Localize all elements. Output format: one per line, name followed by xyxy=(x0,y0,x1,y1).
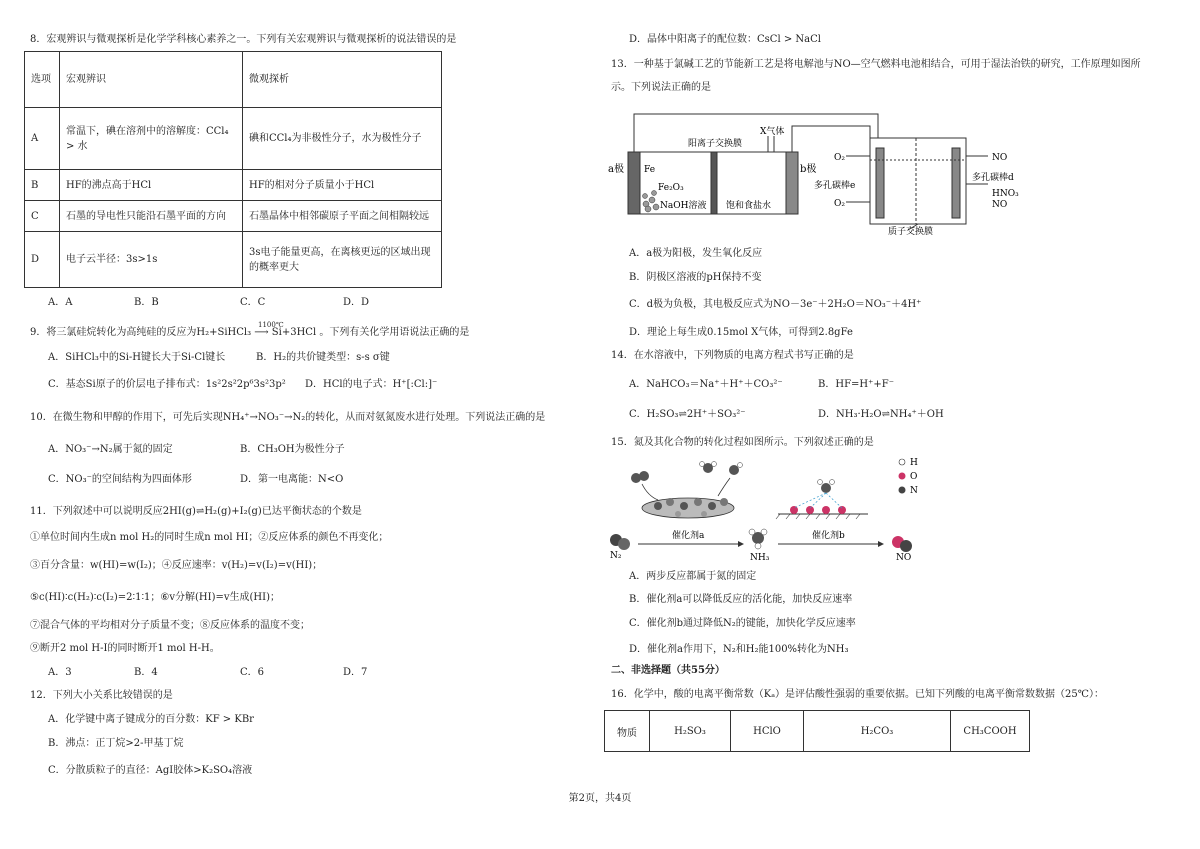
q14-option-a: A．NaHCO₃＝Na⁺＋H⁺＋CO₃²⁻ xyxy=(629,379,783,390)
n2-label: N₂ xyxy=(610,551,622,561)
table-cell: 石墨晶体中相邻碳原子平面之间相隔较远 xyxy=(243,201,442,232)
table-cell: C xyxy=(25,201,60,232)
q8-header-micro: 微观探析 xyxy=(243,52,442,108)
q16-table xyxy=(604,710,1030,752)
q10-option-c: C．NO₃⁻的空间结构为四面体形 xyxy=(48,474,192,485)
x-gas-label: X气体 xyxy=(760,127,785,137)
q11-stem: 11．下列叙述中可以说明反应2HI(g)⇌H₂(g)+I₂(g)已达平衡状态的个数是 xyxy=(30,506,362,517)
fe-label: Fe xyxy=(644,165,656,175)
proton-membrane-label: 质子交换膜 xyxy=(888,227,934,236)
fe2o3-particles-icon xyxy=(643,191,660,213)
table-cell: 常温下，碘在溶剂中的溶解度：CCl₄ > 水 xyxy=(60,108,243,170)
q12-option-c: C．分散质粒子的直径：AgI胶体>K₂SO₄溶液 xyxy=(48,765,253,776)
legend xyxy=(899,459,906,494)
a-pole-label: a极 xyxy=(608,164,624,175)
q8-option-c: C．C xyxy=(240,297,266,308)
fe2o3-label: Fe₂O₃ xyxy=(658,183,684,193)
q11-option-a: A．3 xyxy=(48,667,72,678)
q15-option-c: C．催化剂b通过降低N₂的键能，加快化学反应速率 xyxy=(629,618,856,629)
q14-option-b: B．HF=H⁺+F⁻ xyxy=(818,379,894,390)
catalyst-b-surface xyxy=(776,480,868,520)
q11-line-5: ⑨断开2 mol H-I的同时断开1 mol H-H。 xyxy=(30,643,220,654)
hno3-label: HNO₃ xyxy=(992,189,1019,199)
q8-option-a: A．A xyxy=(48,297,73,308)
q10-stem: 10．在微生物和甲醇的作用下，可先后实现NH₄⁺→NO₃⁻→N₂的转化，从而对氨氮废水进行处理。下列说法正确的是 xyxy=(30,412,546,423)
catalyst-a-label: 催化剂a xyxy=(672,531,705,541)
q13-option-d: D．理论上每生成0.15mol X气体，可得到2.8gFe xyxy=(629,327,853,338)
naoh-label: NaOH溶液 xyxy=(660,201,707,211)
no-molecule-icon xyxy=(892,536,912,552)
q13-stem-line1: 13．一种基于氯碱工艺的节能新工艺是将电解池与NO—空气燃料电池相结合，可用于湿法治铁的研究，工作原理如图所 xyxy=(611,59,1141,70)
carbon-e-label: 多孔碳棒e xyxy=(814,181,856,191)
table-cell: CH₃COOH xyxy=(951,711,1030,752)
q14-option-d: D．NH₃·H₂O⇌NH₄⁺＋OH xyxy=(818,409,944,420)
q14-option-c: C．H₂SO₃⇌2H⁺＋SO₃²⁻ xyxy=(629,409,746,420)
q8-stem: 8．宏观辨识与微观探析是化学学科核心素养之一。下列有关宏观辨识与微观探析的说法错误的是 xyxy=(30,34,457,45)
q9-condition: 1100℃ xyxy=(258,321,284,329)
q15-stem: 15．氮及其化合物的转化过程如图所示。下列叙述正确的是 xyxy=(611,437,874,448)
b-pole-label: b极 xyxy=(800,164,817,175)
table-row xyxy=(25,201,442,232)
q9-option-d: D．HCl的电子式：H⁺[:Cl:]⁻ xyxy=(305,379,438,390)
table-cell: D xyxy=(25,232,60,288)
no-in-label: NO xyxy=(992,153,1008,163)
table-cell: H₂SO₃ xyxy=(650,711,731,752)
table-row xyxy=(25,108,442,170)
q11-line-1: ①单位时间内生成n mol H₂的同时生成n mol HI；②反应体系的颜色不再变化； xyxy=(30,532,389,543)
q11-line-3: ⑤c(HI)∶c(H₂)∶c(I₂)=2∶1∶1；⑥v分解(HI)=v生成(HI)； xyxy=(30,592,280,603)
table-cell: 电子云半径：3s>1s xyxy=(60,232,243,288)
no-out-label: NO xyxy=(992,200,1008,210)
q11-option-d: D．7 xyxy=(343,667,368,678)
carbon-d-label: 多孔碳棒d xyxy=(972,173,1014,183)
q15-option-a: A．两步反应都属于氮的固定 xyxy=(629,571,757,582)
n2-molecule-icon xyxy=(610,534,630,550)
section-title: 二、非选择题（共55分） xyxy=(611,665,725,676)
q10-option-d: D．第一电离能：N<O xyxy=(240,474,344,485)
q13-option-a: A．a极为阳极，发生氧化反应 xyxy=(629,248,763,259)
q12-option-b: B．沸点：正丁烷>2-甲基丁烷 xyxy=(48,738,184,749)
table-cell: 3s电子能量更高，在离核更远的区域出现的概率更大 xyxy=(243,232,442,288)
q9-stem: 9．将三氯硅烷转化为高纯硅的反应为H₂+SiHCl₃ ⟶ Si+3HCl 。下列有关化学用语说法正确的是 xyxy=(30,327,470,338)
q11-line-4: ⑦混合气体的平均相对分子质量不变；⑧反应体系的温度不变； xyxy=(30,620,310,631)
q12-option-a: A．化学键中离子键成分的百分数：KF > KBr xyxy=(48,714,254,725)
q9-option-b: B．H₂的共价键类型：s-s σ键 xyxy=(256,352,390,363)
table-row xyxy=(25,232,442,288)
q13-option-c: C．d极为负极，其电极反应式为NO－3e⁻＋2H₂O＝NO₃⁻＋4H⁺ xyxy=(629,299,922,310)
membrane-label: 阳离子交换膜 xyxy=(688,139,743,149)
reactant-molecules xyxy=(631,462,743,501)
q15-option-b: B．催化剂a可以降低反应的活化能，加快反应速率 xyxy=(629,594,853,605)
o2-top-label: O₂ xyxy=(834,153,845,163)
table-cell: 石墨的导电性只能沿石墨平面的方向 xyxy=(60,201,243,232)
q14-stem: 14．在水溶液中，下列物质的电离方程式书写正确的是 xyxy=(611,350,854,361)
q10-option-b: B．CH₃OH为极性分子 xyxy=(240,444,345,455)
table-cell: HF的相对分子质量小于HCl xyxy=(243,170,442,201)
brine-label: 饱和食盐水 xyxy=(726,201,772,211)
table-cell: A xyxy=(25,108,60,170)
q11-line-2: ③百分含量：w(HI)=w(I₂)；④反应速率：v(H₂)=v(I₂)=v(HI)； xyxy=(30,560,323,571)
q8-header-macro: 宏观辨识 xyxy=(60,52,243,108)
q8-header-option: 选项 xyxy=(25,52,60,108)
no-label: NO xyxy=(896,553,912,562)
legend-n: N xyxy=(910,486,918,496)
q10-option-a: A．NO₃⁻→N₂属于氮的固定 xyxy=(48,444,173,455)
q11-option-c: C．6 xyxy=(240,667,265,678)
legend-o: O xyxy=(910,472,918,482)
q11-option-b: B．4 xyxy=(134,667,158,678)
q8-table xyxy=(24,51,442,288)
page-footer: 第2页，共4页 xyxy=(568,793,632,804)
nh3-molecule-icon xyxy=(749,529,767,549)
table-cell: HClO xyxy=(731,711,804,752)
fuel-cell xyxy=(846,138,988,230)
q8-option-d: D．D xyxy=(343,297,370,308)
o2-bottom-label: O₂ xyxy=(834,199,845,209)
q13-figure xyxy=(608,108,1028,236)
table-cell: HF的沸点高于HCl xyxy=(60,170,243,201)
table-row xyxy=(25,170,442,201)
table-cell: 物质 xyxy=(605,711,650,752)
q12-stem: 12．下列大小关系比较错误的是 xyxy=(30,690,173,701)
q16-stem: 16．化学中，酸的电离平衡常数（Kₐ）是评估酸性强弱的重要依据。已知下列酸的电离平衡常数数据（25℃）： xyxy=(611,689,1104,700)
table-row xyxy=(605,711,1030,752)
q8-option-b: B．B xyxy=(134,297,159,308)
nh3-label: NH₃ xyxy=(750,553,770,562)
legend-h: H xyxy=(910,458,918,468)
q15-option-d: D．催化剂a作用下，N₂和H₂能100%转化为NH₃ xyxy=(629,644,849,655)
q12-option-d: D．晶体中阳离子的配位数：CsCl > NaCl xyxy=(629,34,821,45)
catalyst-a-surface xyxy=(642,498,734,518)
table-cell: 碘和CCl₄为非极性分子，水为极性分子 xyxy=(243,108,442,170)
q15-figure xyxy=(608,456,938,562)
q13-stem-line2: 示。下列说法正确的是 xyxy=(611,82,711,93)
table-cell: H₂CO₃ xyxy=(804,711,951,752)
table-cell: B xyxy=(25,170,60,201)
q9-option-c: C．基态Si原子的价层电子排布式：1s²2s²2p⁶3s²3p² xyxy=(48,379,286,390)
q9-option-a: A．SiHCl₃中的Si-H键长大于Si-Cl键长 xyxy=(48,352,226,363)
catalyst-b-label: 催化剂b xyxy=(812,531,845,541)
q13-option-b: B．阴极区溶液的pH保持不变 xyxy=(629,272,762,283)
